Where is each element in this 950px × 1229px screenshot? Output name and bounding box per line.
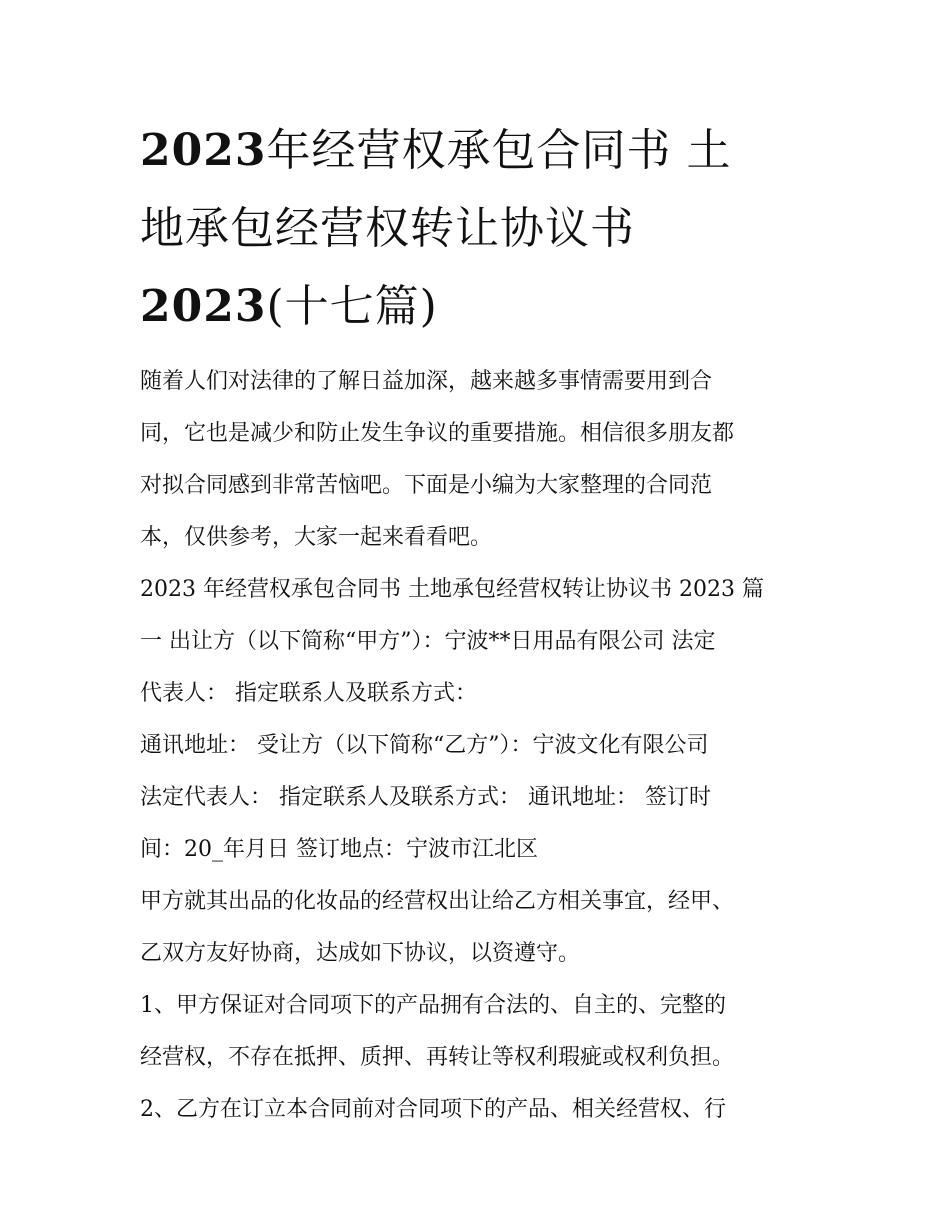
- text-line: 代表人： 指定联系人及联系方式：: [140, 681, 477, 706]
- text-line: 同，它也是减少和防止发生争议的重要措施。相信很多朋友都: [140, 421, 735, 446]
- document-title: [140, 112, 820, 346]
- title-text: (十七篇): [266, 281, 438, 332]
- title-line-1: [140, 112, 820, 190]
- clause-1: [140, 980, 820, 1084]
- title-line-3: [140, 268, 820, 346]
- text-line: 乙双方友好协商，达成如下协议，以资遵守。: [140, 941, 581, 966]
- title-year: 2023: [140, 125, 267, 176]
- title-text: 年经营权承包合同书 土: [266, 125, 732, 176]
- text-line: 2023 年经营权承包合同书 土地承包经营权转让协议书 2023 篇: [140, 577, 764, 602]
- title-year: 2023: [140, 281, 267, 332]
- text-line: 对拟合同感到非常苦恼吧。下面是小编为大家整理的合同范: [140, 473, 713, 498]
- text-line: 经营权，不存在抵押、质押、再转让等权利瑕疵或权利负担。: [140, 1045, 735, 1070]
- text-line: 1、甲方保证对合同项下的产品拥有合法的、自主的、完整的: [140, 993, 726, 1018]
- text-line: 通讯地址： 受让方（以下简称“乙方”）：宁波文化有限公司: [140, 733, 709, 758]
- title-line-2: [140, 190, 820, 268]
- title-text: 地承包经营权转让协议书: [140, 203, 635, 254]
- text-line: 2、乙方在订立本合同前对合同项下的产品、相关经营权、行: [140, 1097, 726, 1122]
- clause-2: [140, 1084, 820, 1136]
- text-line: 一 出让方（以下简称“甲方”）：宁波**日用品有限公司 法定: [140, 629, 716, 654]
- paragraph-parties-b: [140, 720, 820, 876]
- paragraph-intro: [140, 356, 820, 564]
- text-line: 随着人们对法律的了解日益加深，越来越多事情需要用到合: [140, 369, 713, 394]
- text-line: 甲方就其出品的化妆品的经营权出让给乙方相关事宜，经甲、: [140, 889, 735, 914]
- paragraph-parties-a: [140, 564, 820, 720]
- text-line: 本，仅供参考，大家一起来看看吧。: [140, 525, 493, 550]
- text-line: 法定代表人： 指定联系人及联系方式： 通讯地址： 签订时: [140, 785, 711, 810]
- document-body: [140, 356, 820, 1136]
- text-line: 间：20_年月日 签订地点：宁波市江北区: [140, 837, 538, 862]
- document-page: [140, 112, 820, 1136]
- paragraph-agreement: [140, 876, 820, 980]
